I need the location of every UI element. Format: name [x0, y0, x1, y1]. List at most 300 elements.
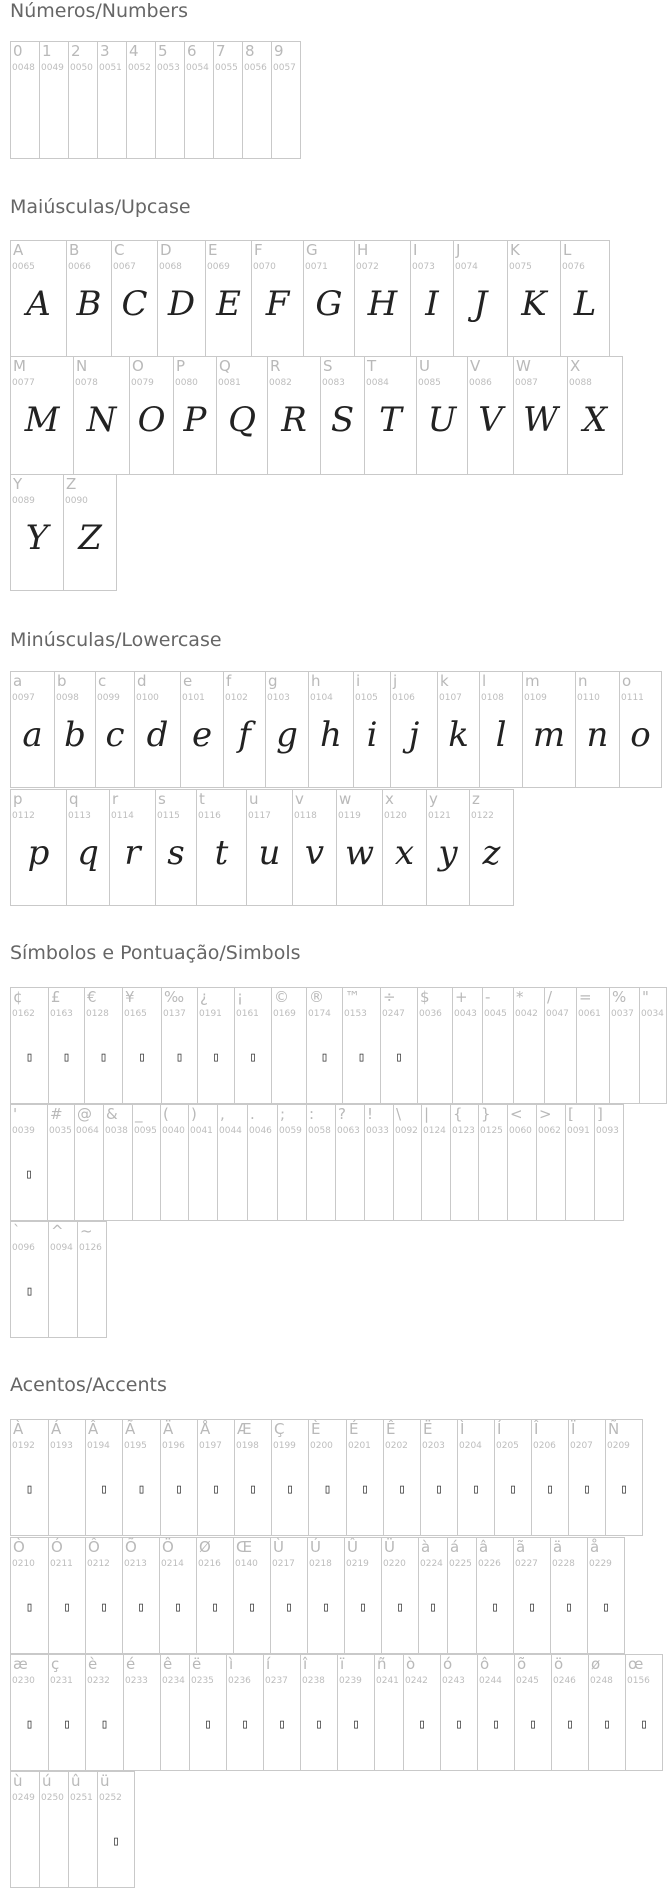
character-code: 0084 — [366, 378, 389, 388]
glyph-cell — [467, 356, 514, 475]
character-label: G — [306, 241, 318, 259]
character-code: 0060 — [509, 1126, 532, 1136]
glyph-cell — [48, 1537, 86, 1654]
character-code: 0096 — [12, 1243, 35, 1253]
glyph-cell — [251, 240, 304, 358]
glyph-preview: q — [77, 833, 99, 873]
character-code: 0228 — [552, 1559, 575, 1569]
glyph-cell — [123, 1654, 161, 1771]
character-code: 0089 — [12, 496, 35, 506]
glyph-cell — [39, 41, 69, 159]
glyph-preview: r — [124, 833, 141, 873]
glyph-cell — [364, 1104, 394, 1221]
character-code: 0079 — [131, 378, 154, 388]
missing-glyph-icon: ▯ — [491, 1600, 499, 1615]
character-label: t — [199, 790, 205, 808]
character-label: Ù — [273, 1538, 284, 1556]
character-code: 0242 — [405, 1676, 428, 1686]
missing-glyph-icon: ▯ — [99, 1050, 108, 1065]
glyph-cell — [567, 356, 623, 475]
missing-glyph-icon: ▯ — [204, 1717, 212, 1732]
character-label: ¿ — [200, 988, 208, 1006]
character-label: œ — [628, 1655, 644, 1673]
glyph-cell — [111, 240, 158, 358]
character-label: í — [266, 1655, 271, 1673]
missing-glyph-icon: ▯ — [63, 1717, 71, 1732]
glyph-cell — [380, 987, 418, 1104]
character-label: B — [69, 241, 80, 259]
missing-glyph-icon: ▯ — [565, 1600, 573, 1615]
character-label: ¢ — [13, 988, 23, 1006]
glyph-cell — [10, 789, 67, 906]
glyph-cell — [63, 474, 117, 591]
missing-glyph-icon: ▯ — [138, 1050, 146, 1065]
character-label: à — [421, 1538, 431, 1556]
missing-glyph-icon: ▯ — [418, 1717, 426, 1732]
character-code: 0250 — [41, 1793, 64, 1803]
character-label: ÷ — [383, 988, 396, 1006]
character-label: n — [578, 672, 588, 690]
character-code: 0230 — [12, 1676, 35, 1686]
glyph-cell — [10, 41, 40, 159]
glyph-preview: z — [482, 833, 501, 873]
character-label: } — [481, 1105, 491, 1123]
glyph-preview: Z — [78, 518, 102, 558]
missing-glyph-icon: ▯ — [249, 1482, 257, 1497]
character-code: 0086 — [469, 378, 492, 388]
glyph-cell — [447, 1537, 477, 1654]
character-label: c — [98, 672, 107, 690]
glyph-preview: d — [146, 715, 169, 755]
character-label: À — [13, 1420, 24, 1438]
character-label: Ä — [163, 1420, 174, 1438]
glyph-cell — [66, 789, 110, 906]
glyph-cell — [122, 1419, 161, 1536]
glyph-preview: C — [121, 284, 148, 324]
character-code: 0111 — [621, 693, 644, 703]
character-code: 0128 — [86, 1009, 109, 1019]
missing-glyph-icon: ▯ — [100, 1482, 108, 1497]
character-label: 9 — [274, 42, 284, 60]
character-label: A — [13, 241, 24, 259]
glyph-cell — [10, 1221, 49, 1338]
character-label: ) — [191, 1105, 197, 1123]
character-code: 0054 — [186, 63, 209, 73]
glyph-cell — [452, 987, 483, 1104]
glyph-preview: Y — [25, 518, 49, 558]
character-code: 0193 — [50, 1441, 73, 1451]
character-label: Q — [219, 357, 231, 375]
character-code: 0102 — [225, 693, 248, 703]
character-label: S — [323, 357, 333, 375]
character-label: Û — [347, 1538, 358, 1556]
character-code: 0209 — [607, 1441, 630, 1451]
glyph-cell — [122, 987, 162, 1104]
glyph-cell — [383, 1419, 421, 1536]
glyph-cell — [10, 1654, 49, 1771]
character-label: ® — [309, 988, 324, 1006]
character-code: 0126 — [79, 1243, 102, 1253]
glyph-cell — [308, 1419, 347, 1536]
missing-glyph-icon: ▯ — [174, 1600, 182, 1615]
glyph-cell — [565, 1104, 595, 1221]
glyph-cell — [47, 1104, 75, 1221]
missing-glyph-icon: ▯ — [175, 1050, 184, 1065]
glyph-cell — [10, 1104, 48, 1221]
character-label: æ — [13, 1655, 28, 1673]
character-code: 0104 — [310, 693, 333, 703]
character-label: e — [183, 672, 193, 690]
glyph-cell — [605, 1419, 643, 1536]
glyph-preview: p — [27, 833, 50, 873]
glyph-cell — [216, 356, 268, 475]
section-title: Minúsculas/Lowercase — [10, 629, 222, 651]
character-code: 0197 — [199, 1441, 222, 1451]
character-code: 0035 — [49, 1126, 72, 1136]
character-label: J — [456, 241, 461, 259]
missing-glyph-icon: ▯ — [320, 1050, 329, 1065]
character-label: / — [547, 988, 553, 1006]
missing-glyph-icon: ▯ — [100, 1717, 109, 1732]
glyph-preview: n — [586, 715, 609, 755]
missing-glyph-icon: ▯ — [396, 1600, 404, 1615]
character-label: © — [274, 988, 289, 1006]
glyph-preview: H — [367, 284, 398, 324]
glyph-cell — [469, 789, 514, 906]
glyph-preview: i — [366, 715, 378, 755]
glyph-preview: P — [183, 400, 207, 440]
character-label: ç — [51, 1655, 60, 1673]
section-title: Números/Numbers — [10, 0, 188, 22]
character-label: 2 — [71, 42, 81, 60]
character-code: 0048 — [12, 63, 35, 73]
glyph-cell — [196, 1537, 234, 1654]
character-label: Ø — [199, 1538, 211, 1556]
missing-glyph-icon: ▯ — [63, 1600, 71, 1615]
missing-glyph-icon: ▯ — [100, 1600, 108, 1615]
character-label: [ — [568, 1105, 574, 1123]
character-label: Ô — [88, 1538, 100, 1556]
character-code: 0192 — [12, 1441, 35, 1451]
glyph-cell — [625, 1654, 663, 1771]
glyph-preview: h — [320, 715, 342, 755]
section-title: Acentos/Accents — [10, 1374, 167, 1396]
character-label: 5 — [158, 42, 168, 60]
glyph-cell — [494, 1419, 532, 1536]
character-code: 0068 — [159, 262, 182, 272]
character-code: 0080 — [175, 378, 198, 388]
character-code: 0196 — [162, 1441, 185, 1451]
character-code: 0219 — [346, 1559, 369, 1569]
character-label: = — [579, 988, 592, 1006]
character-label: : — [309, 1105, 315, 1123]
character-code: 0040 — [162, 1126, 185, 1136]
glyph-cell — [531, 1419, 569, 1536]
character-label: 1 — [42, 42, 52, 60]
character-label: Æ — [237, 1420, 252, 1438]
character-label: D — [160, 241, 172, 259]
glyph-cell — [95, 671, 135, 788]
character-code: 0051 — [99, 63, 122, 73]
character-label: & — [106, 1105, 118, 1123]
character-label: Â — [88, 1420, 99, 1438]
missing-glyph-icon: ▯ — [395, 1050, 403, 1065]
character-code: 0053 — [157, 63, 180, 73]
glyph-cell — [354, 240, 411, 358]
character-code: 0078 — [75, 378, 98, 388]
character-label: o — [622, 672, 632, 690]
character-code: 0125 — [480, 1126, 503, 1136]
glyph-preview: g — [276, 715, 298, 755]
character-code: 0206 — [533, 1441, 556, 1451]
character-code: 0232 — [87, 1676, 110, 1686]
glyph-preview: v — [304, 833, 325, 873]
glyph-cell — [247, 1104, 278, 1221]
character-label: ‰ — [164, 988, 185, 1006]
character-label: y — [429, 790, 438, 808]
glyph-cell — [513, 356, 568, 475]
character-code: 0091 — [567, 1126, 590, 1136]
character-label: Ó — [51, 1538, 63, 1556]
character-label: * — [516, 988, 524, 1006]
glyph-preview: W — [523, 400, 558, 440]
character-code: 0161 — [236, 1009, 259, 1019]
glyph-cell — [160, 1654, 190, 1771]
character-label: Œ — [236, 1538, 253, 1556]
glyph-cell — [560, 240, 610, 358]
character-code: 0049 — [41, 63, 64, 73]
character-label: + — [455, 988, 468, 1006]
character-label: i — [356, 672, 361, 690]
character-label: w — [339, 790, 352, 808]
glyph-cell — [514, 1654, 552, 1771]
glyph-preview: D — [167, 284, 196, 324]
character-code: 0071 — [305, 262, 328, 272]
glyph-cell — [54, 671, 96, 788]
character-label: L — [563, 241, 572, 259]
glyph-cell — [420, 1419, 458, 1536]
character-code: 0101 — [182, 693, 205, 703]
character-label: N — [76, 357, 88, 375]
character-code: 0057 — [273, 63, 296, 73]
character-code: 0097 — [12, 693, 35, 703]
character-label: g — [268, 672, 278, 690]
missing-glyph-icon: ▯ — [137, 1600, 145, 1615]
glyph-cell — [134, 671, 181, 788]
glyph-cell — [421, 1104, 451, 1221]
glyph-cell — [66, 240, 112, 358]
glyph-cell — [10, 1771, 40, 1888]
character-code: 0076 — [562, 262, 585, 272]
character-label: Ú — [310, 1538, 321, 1556]
character-label: f — [226, 672, 232, 690]
glyph-cell — [479, 671, 523, 788]
missing-glyph-icon: ▯ — [398, 1482, 406, 1497]
character-label: M — [13, 357, 26, 375]
glyph-cell — [263, 1654, 301, 1771]
character-code: 0235 — [191, 1676, 214, 1686]
missing-glyph-icon: ▯ — [640, 1717, 648, 1732]
character-code: 0118 — [294, 811, 317, 821]
character-label: å — [590, 1538, 600, 1556]
character-label: Ñ — [608, 1420, 620, 1438]
glyph-cell — [418, 1537, 448, 1654]
missing-glyph-icon: ▯ — [248, 1600, 256, 1615]
character-label: U — [419, 357, 430, 375]
glyph-cell — [639, 987, 667, 1104]
character-code: 0037 — [611, 1009, 634, 1019]
glyph-cell — [416, 356, 468, 475]
character-code: 0036 — [419, 1009, 442, 1019]
character-code: 0106 — [392, 693, 415, 703]
character-label: 3 — [100, 42, 110, 60]
glyph-cell — [85, 1654, 124, 1771]
glyph-cell — [277, 1104, 307, 1221]
missing-glyph-icon: ▯ — [62, 1050, 71, 1065]
glyph-cell — [450, 1104, 479, 1221]
character-code: 0207 — [570, 1441, 593, 1451]
character-code: 0059 — [279, 1126, 302, 1136]
character-code: 0252 — [99, 1793, 122, 1803]
character-label: ~ — [80, 1222, 93, 1240]
glyph-cell — [374, 1654, 404, 1771]
character-code: 0114 — [111, 811, 134, 821]
character-label: Z — [66, 475, 77, 493]
glyph-cell — [393, 1104, 422, 1221]
character-code: 0105 — [355, 693, 378, 703]
glyph-cell — [267, 356, 321, 475]
glyph-preview: f — [238, 715, 251, 755]
character-code: 0033 — [366, 1126, 389, 1136]
character-code: 0226 — [478, 1559, 501, 1569]
character-code: 0046 — [249, 1126, 272, 1136]
glyph-cell — [77, 1221, 107, 1338]
glyph-cell — [271, 987, 307, 1104]
character-code: 0098 — [56, 693, 79, 703]
character-code: 0039 — [12, 1126, 35, 1136]
glyph-cell — [74, 1104, 104, 1221]
glyph-preview: N — [86, 400, 117, 440]
character-code: 0058 — [308, 1126, 331, 1136]
glyph-cell — [320, 356, 365, 475]
character-code: 0064 — [76, 1126, 99, 1136]
character-label: % — [612, 988, 627, 1006]
character-code: 0099 — [97, 693, 120, 703]
glyph-cell — [246, 789, 293, 906]
glyph-cell — [129, 356, 174, 475]
character-code: 0137 — [163, 1009, 186, 1019]
character-label: q — [69, 790, 79, 808]
character-code: 0043 — [454, 1009, 477, 1019]
character-code: 0153 — [344, 1009, 367, 1019]
character-label: Å — [200, 1420, 211, 1438]
glyph-preview: b — [64, 715, 86, 755]
missing-glyph-icon: ▯ — [211, 1600, 219, 1615]
glyph-cell — [10, 240, 67, 358]
character-code: 0094 — [50, 1243, 73, 1253]
character-code: 0066 — [68, 262, 91, 272]
character-label: X — [570, 357, 581, 375]
character-label: k — [440, 672, 449, 690]
character-code: 0169 — [273, 1009, 296, 1019]
missing-glyph-icon: ▯ — [509, 1482, 517, 1497]
glyph-cell — [161, 987, 198, 1104]
character-code: 0065 — [12, 262, 35, 272]
character-code: 0088 — [569, 378, 592, 388]
missing-glyph-icon: ▯ — [137, 1482, 146, 1497]
missing-glyph-icon: ▯ — [357, 1050, 366, 1065]
glyph-preview: x — [394, 833, 415, 873]
character-code: 0045 — [484, 1009, 507, 1019]
glyph-cell — [48, 1419, 86, 1536]
character-label: h — [311, 672, 321, 690]
glyph-cell — [184, 41, 214, 159]
character-code: 0213 — [124, 1559, 147, 1569]
glyph-cell — [426, 789, 470, 906]
character-code: 0055 — [215, 63, 238, 73]
character-label: . — [250, 1105, 255, 1123]
character-code: 0246 — [553, 1676, 576, 1686]
character-label: _ — [135, 1105, 143, 1123]
glyph-cell — [344, 1537, 382, 1654]
glyph-cell — [85, 1419, 123, 1536]
character-code: 0244 — [479, 1676, 502, 1686]
glyph-preview: y — [438, 833, 458, 873]
glyph-cell — [197, 987, 235, 1104]
character-label: ì — [229, 1655, 234, 1673]
glyph-cell — [306, 987, 343, 1104]
glyph-cell — [353, 671, 391, 788]
missing-glyph-icon: ▯ — [472, 1482, 480, 1497]
character-code: 0217 — [272, 1559, 295, 1569]
character-code: 0047 — [546, 1009, 569, 1019]
character-label: l — [482, 672, 487, 690]
character-label: ^ — [51, 1222, 64, 1240]
glyph-cell — [10, 1419, 49, 1536]
character-label: ] — [597, 1105, 603, 1123]
character-label: ; — [280, 1105, 286, 1123]
character-code: 0174 — [308, 1009, 331, 1019]
glyph-cell — [109, 789, 156, 906]
character-code: 0224 — [420, 1559, 443, 1569]
glyph-cell — [308, 671, 354, 788]
character-label: P — [176, 357, 186, 375]
glyph-cell — [335, 1104, 365, 1221]
character-label: O — [132, 357, 144, 375]
character-label: ` — [13, 1222, 21, 1240]
character-label: û — [71, 1772, 81, 1790]
glyph-cell — [103, 1104, 133, 1221]
missing-glyph-icon: ▯ — [620, 1482, 628, 1497]
glyph-preview: o — [630, 715, 651, 755]
character-label: r — [112, 790, 119, 808]
missing-glyph-icon: ▯ — [25, 1284, 34, 1299]
glyph-cell — [10, 1537, 49, 1654]
missing-glyph-icon: ▯ — [359, 1600, 367, 1615]
character-code: 0050 — [70, 63, 93, 73]
glyph-preview: E — [216, 284, 241, 324]
character-label: u — [249, 790, 259, 808]
character-label: s — [158, 790, 166, 808]
missing-glyph-icon: ▯ — [603, 1717, 611, 1732]
character-label: ô — [480, 1655, 490, 1673]
glyph-preview: a — [22, 715, 43, 755]
character-label: ñ — [377, 1655, 387, 1673]
glyph-preview: s — [167, 833, 185, 873]
missing-glyph-icon: ▯ — [212, 1050, 220, 1065]
glyph-cell — [346, 1419, 384, 1536]
character-code: 0210 — [12, 1559, 35, 1569]
